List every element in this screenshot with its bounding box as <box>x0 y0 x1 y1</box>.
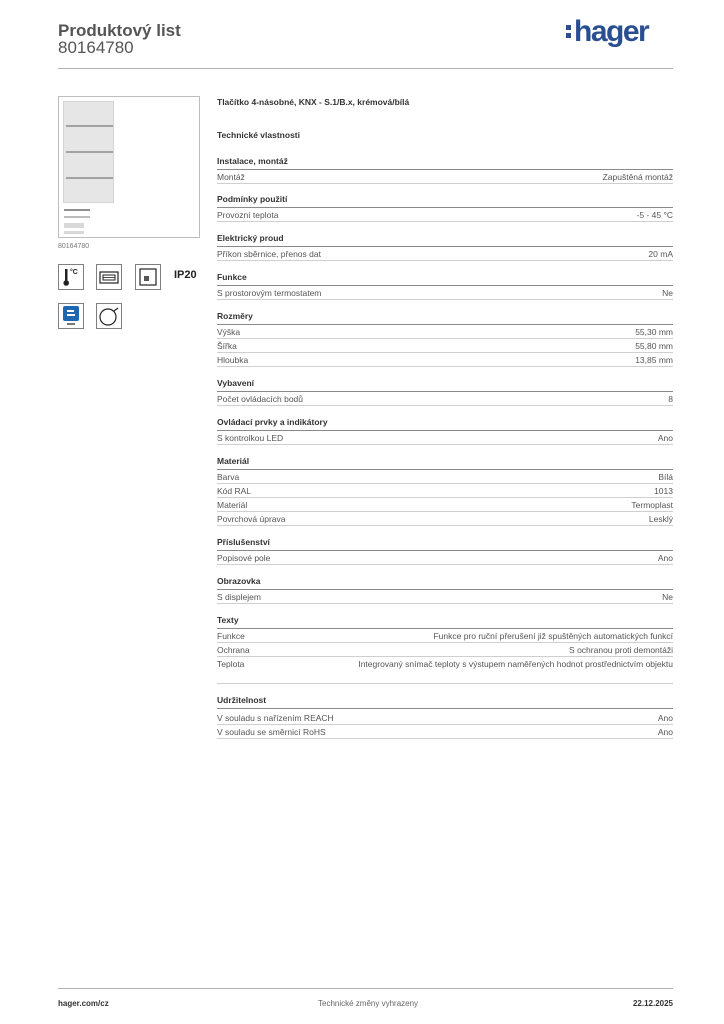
image-caption: 80164780 <box>58 243 90 250</box>
brand-name: hager <box>574 15 649 48</box>
spec-value: Ne <box>662 592 673 602</box>
spec-row-thermostat <box>217 286 673 300</box>
spec-key: Příkon sběrnice, přenos dat <box>217 249 321 259</box>
spec-value: Ano <box>657 553 673 563</box>
footer-date: 22.12.2025 <box>632 999 673 1008</box>
section-title-sustainability: Udržitelnost <box>217 695 673 709</box>
spec-key: Výška <box>217 327 241 337</box>
spec-key: Hloubka <box>217 355 249 365</box>
header-divider <box>58 68 673 69</box>
spec-value: Bílá <box>658 472 673 482</box>
spec-key: S prostorovým termostatem <box>217 288 322 298</box>
spec-row-bus-power <box>217 247 673 261</box>
spec-row-led <box>217 431 673 445</box>
section-title-controls: Ovládací prvky a indikátory <box>217 417 673 431</box>
spec-row-protection-text <box>217 643 673 657</box>
spec-key: Šířka <box>217 341 237 351</box>
spec-key: Provozní teplota <box>217 210 279 220</box>
section-title-equipment: Vybavení <box>217 378 673 392</box>
spec-key: Povrchová úprava <box>217 514 286 524</box>
spec-row-reach <box>217 711 673 725</box>
spec-value: 20 mA <box>648 249 673 259</box>
spec-key: Ochrana <box>217 645 250 655</box>
footer-divider <box>58 988 673 989</box>
section-title-screen: Obrazovka <box>217 576 673 590</box>
spec-key: S kontrolkou LED <box>217 433 284 443</box>
spec-row-height <box>217 325 673 339</box>
spec-value: Ano <box>657 433 673 443</box>
section-title-installation: Instalace, montáž <box>217 156 673 170</box>
spec-key: V souladu se směrnicí RoHS <box>217 727 326 737</box>
footer-notice: Technické změny vyhrazeny <box>318 999 419 1008</box>
spec-value: Zapuštěná montáž <box>602 172 673 182</box>
section-title-conditions: Podmínky použití <box>217 194 673 208</box>
spec-value: S ochranou proti demontáži <box>569 645 673 655</box>
section-title-texts: Texty <box>217 615 673 629</box>
spec-key: V souladu s nařízením REACH <box>217 713 334 723</box>
push-button-device-icon <box>63 101 114 203</box>
ip20-rating-badge: IP20 <box>174 269 197 281</box>
spec-value: -5 - 45 °C <box>636 210 673 220</box>
article-number: 80164780 <box>58 38 134 57</box>
spec-value: Funkce pro ruční přerušení již spuštěných automatických funkcí <box>433 631 673 641</box>
spec-key: Počet ovládacích bodů <box>217 394 304 404</box>
spec-key: Funkce <box>217 631 245 641</box>
section-title-function: Funkce <box>217 272 673 286</box>
spec-key: Popisové pole <box>217 553 271 563</box>
product-name: Tlačítko 4-násobné, KNX - S.1/B.x, krémová/bílá <box>217 97 410 107</box>
tech-properties-heading: Technické vlastnosti <box>217 130 300 140</box>
spec-row-depth <box>217 353 673 367</box>
device-front-icon <box>135 264 161 290</box>
spec-value: 55,80 mm <box>635 341 673 351</box>
spec-row-operating-temp <box>217 208 673 222</box>
spec-row-mounting <box>217 170 673 184</box>
spec-row-function-text <box>217 629 673 643</box>
spec-value: Integrovaný snímač teploty s výstupem naměřených hodnot prostřednictvím objektu <box>358 659 673 669</box>
spec-row-ral <box>217 484 673 498</box>
section-title-dimensions: Rozměry <box>217 311 673 325</box>
spec-value: 55,30 mm <box>635 327 673 337</box>
logo-dots-icon <box>566 23 571 40</box>
spec-key: Barva <box>217 472 240 482</box>
spec-key: Materiál <box>217 500 248 510</box>
spec-key: Montáž <box>217 172 245 182</box>
spec-row-material <box>217 498 673 512</box>
spec-key: S displejem <box>217 592 261 602</box>
spec-row-rohs <box>217 725 673 739</box>
temperature-unit-label: °C <box>70 269 78 276</box>
spec-key: Teplota <box>217 659 245 669</box>
spec-value: Ano <box>657 727 673 737</box>
footer-website-link[interactable]: hager.com/cz <box>58 999 109 1008</box>
spec-value: 13,85 mm <box>635 355 673 365</box>
spec-value: Ne <box>662 288 673 298</box>
round-switch-icon <box>96 303 122 329</box>
spec-row-display <box>217 590 673 604</box>
spec-row-temperature-text <box>217 657 673 684</box>
brand-logo[interactable] <box>566 15 648 49</box>
temperature-sensor-icon <box>58 264 84 290</box>
spec-row-label-field <box>217 551 673 565</box>
spec-value: 1013 <box>654 486 673 496</box>
spec-value: Lesklý <box>648 514 673 524</box>
spec-value: Ano <box>657 713 673 723</box>
label-strip-icon <box>64 209 90 211</box>
spec-value: Termoplast <box>631 500 673 510</box>
flush-mount-icon <box>96 264 122 290</box>
knx-certification-icon <box>58 303 84 329</box>
spec-row-color <box>217 470 673 484</box>
spec-row-finish <box>217 512 673 526</box>
spec-row-control-points <box>217 392 673 406</box>
section-title-material: Materiál <box>217 456 673 470</box>
section-title-current: Elektrický proud <box>217 233 673 247</box>
product-image <box>58 96 200 238</box>
spec-value: 8 <box>668 394 673 404</box>
section-title-accessories: Příslušenství <box>217 537 673 551</box>
spec-key: Kód RAL <box>217 486 252 496</box>
spec-row-width <box>217 339 673 353</box>
page-title: Produktový list <box>58 21 181 40</box>
